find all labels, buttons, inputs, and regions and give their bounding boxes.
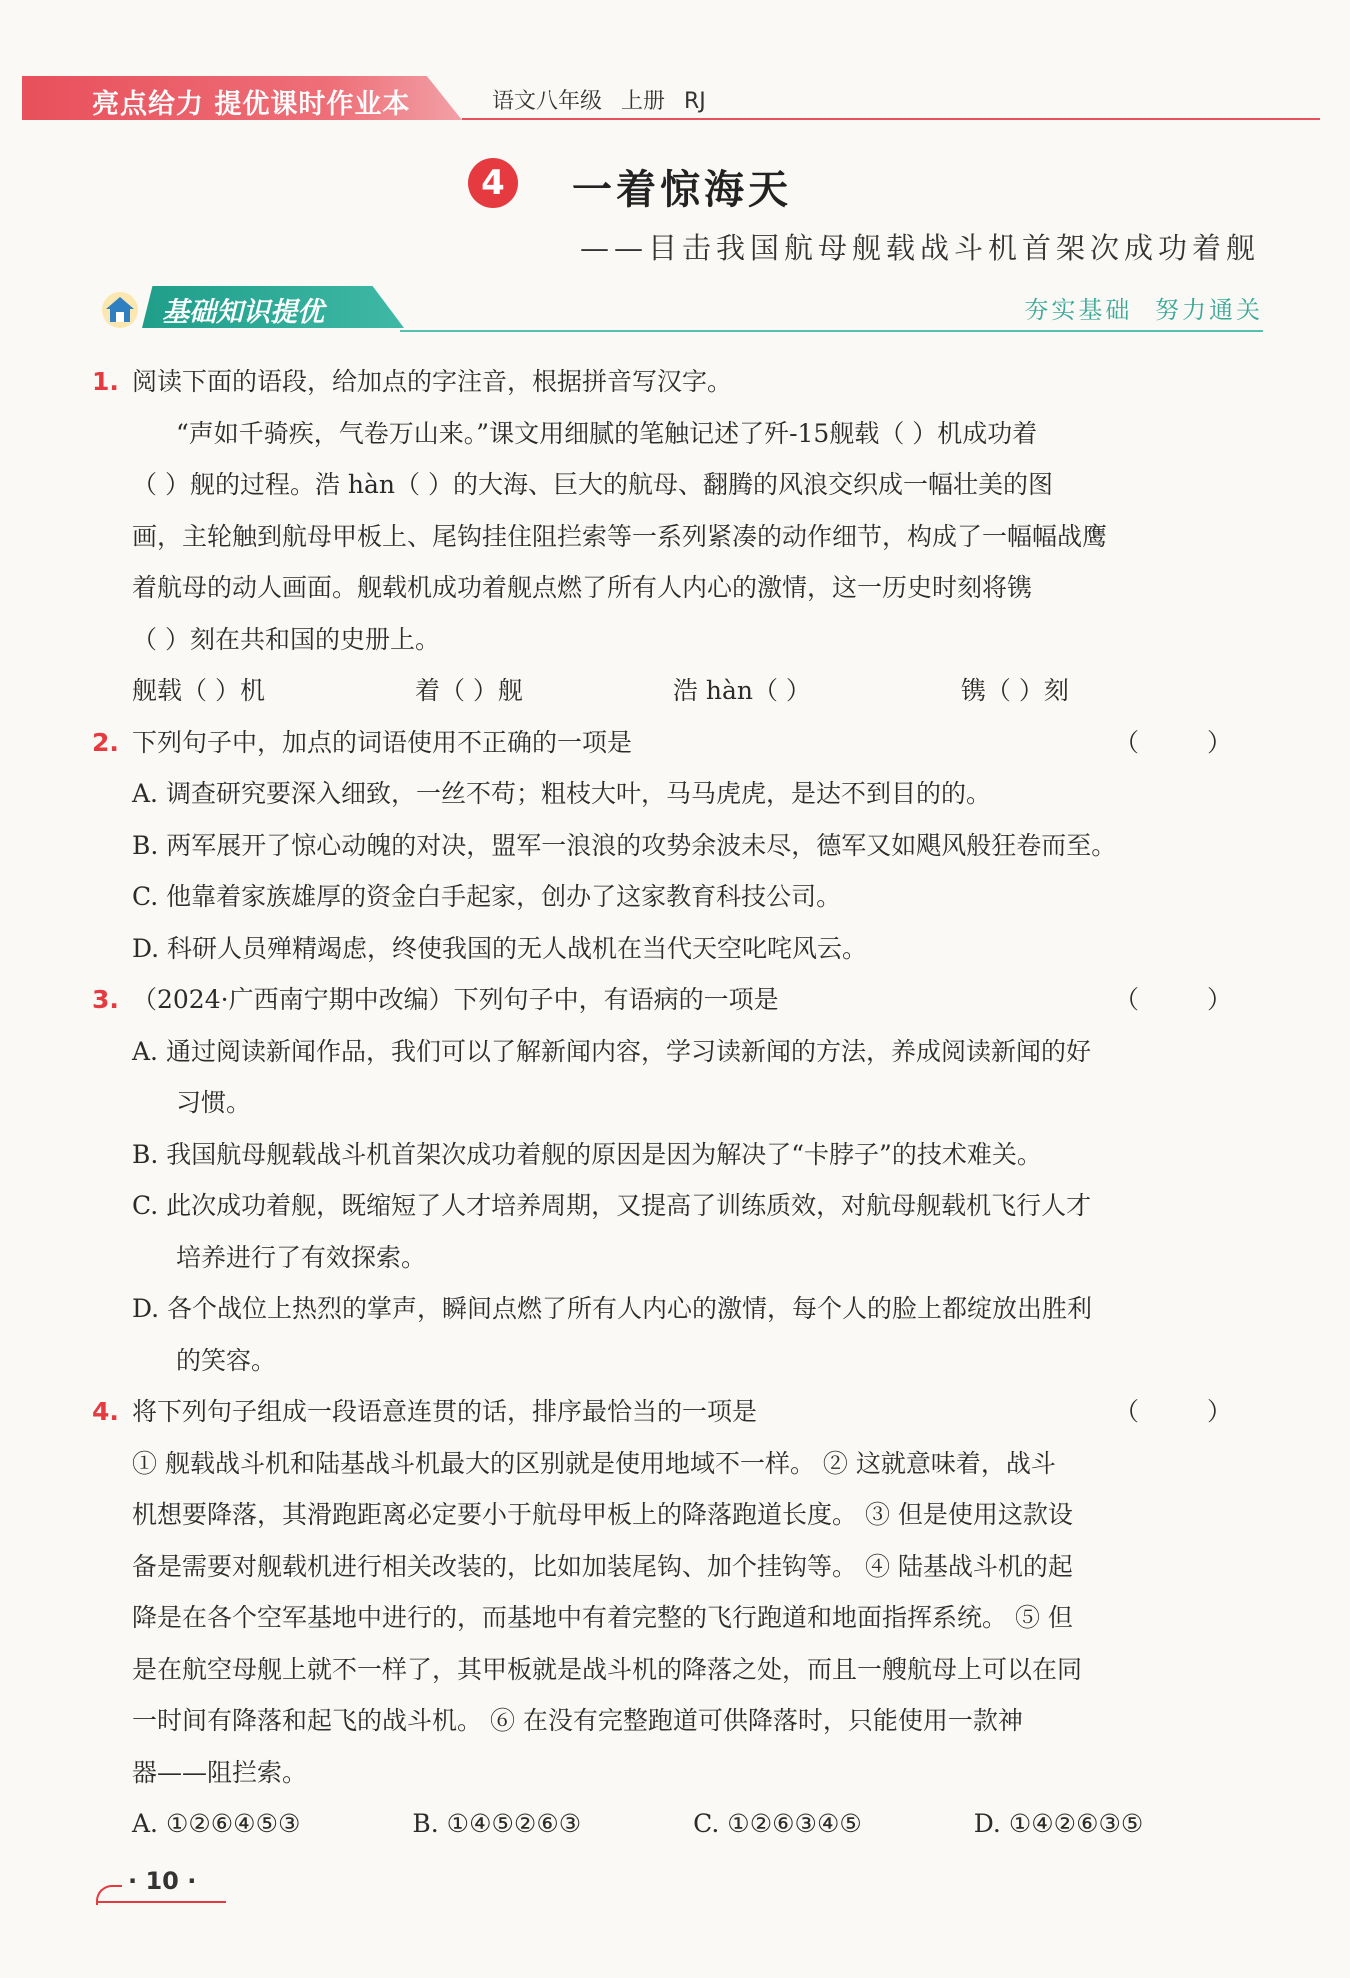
question-1-header (92, 356, 1262, 408)
page-header (22, 76, 1320, 120)
question-number: 1. (92, 367, 119, 396)
lesson-number-badge: 4 (468, 158, 518, 208)
question-number: 2. (92, 727, 119, 757)
option-b[interactable]: B. 我国航母舰载战斗机首架次成功着舰的原因是因为解决了“卡脖子”的技术难关。 (132, 1139, 1042, 1169)
question-2-header (92, 717, 1262, 769)
section-banner (100, 282, 1263, 332)
section-label: 基础知识提优 (162, 297, 324, 328)
fill-blank[interactable]: 镌（ ）刻 (960, 676, 1069, 705)
option-a-cont: 习惯。 (176, 1088, 252, 1117)
passage-line: 着航母的动人画面。舰载机成功着舰点燃了所有人内心的激情，这一历史时刻将镌 (132, 573, 1033, 602)
fill-blanks-row (92, 665, 1262, 717)
page-footer (96, 1865, 236, 1905)
option-d[interactable]: D. 科研人员殚精竭虑，终使我国的无人战机在当代天空叱咤风云。 (132, 933, 868, 963)
subject-label: 语文八年级 上册 RJ (492, 89, 706, 114)
sentence-line: 器——阻拦索。 (132, 1757, 308, 1787)
question-4-header (92, 1386, 1262, 1438)
option-a[interactable]: A. ①②⑥④⑤③ (132, 1809, 301, 1838)
option-c[interactable]: C. ①②⑥③④⑤ (693, 1809, 862, 1838)
answer-blank[interactable]: （ ） (1114, 985, 1262, 1014)
footer-rule (96, 1901, 226, 1903)
option-d[interactable]: D. 各个战位上热烈的掌声，瞬间点燃了所有人内心的激情，每个人的脸上都绽放出胜利 (132, 1294, 1093, 1323)
sentence-line: ① 舰载战斗机和陆基战斗机最大的区别就是使用地域不一样。 ② 这就意味着，战斗 (132, 1448, 1056, 1478)
option-d-cont: 的笑容。 (176, 1345, 277, 1375)
lesson-title: 一着惊海天 (572, 166, 792, 213)
passage-line: 画，主轮触到航母甲板上、尾钩挂住阻拦索等一系列紧凑的动作细节，构成了一幅幅战鹰 (132, 521, 1108, 551)
question-prompt: 将下列句子组成一段语意连贯的话，排序最恰当的一项是 (132, 1397, 758, 1426)
question-number: 3. (92, 985, 119, 1014)
option-c-cont: 培养进行了有效探索。 (176, 1242, 427, 1272)
options-row (92, 1798, 1262, 1850)
sentence-line: 是在航空母舰上就不一样了，其甲板就是战斗机的降落之处，而且一艘航母上可以在同 (132, 1654, 1083, 1684)
sentence-line: 降是在各个空军基地中进行的，而基地中有着完整的飞行跑道和地面指挥系统。 ⑤ 但 (132, 1603, 1073, 1632)
fill-blank[interactable]: 着（ ）舰 (414, 676, 523, 705)
passage-line: （ ）舰的过程。浩 hàn（ ）的大海、巨大的航母、翻腾的风浪交织成一幅壮美的图 (132, 470, 1053, 499)
option-a[interactable]: A. 调查研究要深入细致，一丝不苟；粗枝大叶，马马虎虎，是达不到目的的。 (132, 779, 991, 808)
passage-line: （ ）刻在共和国的史册上。 (132, 624, 440, 654)
section-slogan: 夯实基础 努力通关 (1024, 296, 1263, 324)
passage-line: “声如千骑疾，气卷万山来。”课文用细腻的笔触记述了歼-15舰载（ ）机成功着 (176, 418, 1038, 448)
question-prompt: （2024·广西南宁期中改编）下列句子中，有语病的一项是 (132, 985, 779, 1014)
question-prompt: 阅读下面的语段，给加点的字注音，根据拼音写汉字。 (132, 367, 733, 396)
question-3-header (92, 974, 1262, 1026)
option-b[interactable]: B. ①④⑤②⑥③ (412, 1809, 582, 1838)
question-number: 4. (92, 1397, 119, 1426)
page-number: · 10 · (128, 1867, 197, 1895)
fill-blank[interactable]: 舰载（ ）机 (132, 676, 265, 705)
option-b[interactable]: B. 两军展开了惊心动魄的对决，盟军一浪浪的攻势余波未尽，德军又如飓风般狂卷而至。 (132, 830, 1117, 860)
option-d[interactable]: D. ①④②⑥③⑤ (973, 1809, 1144, 1838)
lesson-subtitle: ——目击我国航母舰载战斗机首架次成功着舰 (579, 231, 1260, 265)
sentence-line: 机想要降落，其滑跑距离必定要小于航母甲板上的降落跑道长度。 ③ 但是使用这款设 (132, 1500, 1073, 1529)
answer-blank[interactable]: （ ） (1114, 727, 1262, 757)
house-icon (100, 290, 140, 330)
sentence-line: 一时间有降落和起飞的战斗机。 ⑥ 在没有完整跑道可供降落时，只能使用一款神 (132, 1706, 1023, 1735)
header-rule (462, 118, 1320, 120)
question-prompt: 下列句子中，加点的词语使用不正确的一项是 (132, 727, 633, 757)
section-rule (400, 330, 1263, 332)
fill-blank[interactable]: 浩 hàn（ ） (672, 676, 811, 705)
sentence-line: 备是需要对舰载机进行相关改装的，比如加装尾钩、加个挂钩等。 ④ 陆基战斗机的起 (132, 1551, 1073, 1581)
option-c[interactable]: C. 他靠着家族雄厚的资金白手起家，创办了这家教育科技公司。 (132, 882, 842, 911)
questions (92, 356, 1262, 1850)
option-a[interactable]: A. 通过阅读新闻作品，我们可以了解新闻内容，学习读新闻的方法，养成阅读新闻的好 (132, 1036, 1091, 1066)
answer-blank[interactable]: （ ） (1114, 1397, 1262, 1426)
option-c[interactable]: C. 此次成功着舰，既缩短了人才培养周期，又提高了训练质效，对航母舰载机飞行人才 (132, 1191, 1092, 1220)
brand-title: 亮点给力 提优课时作业本 (92, 89, 411, 120)
